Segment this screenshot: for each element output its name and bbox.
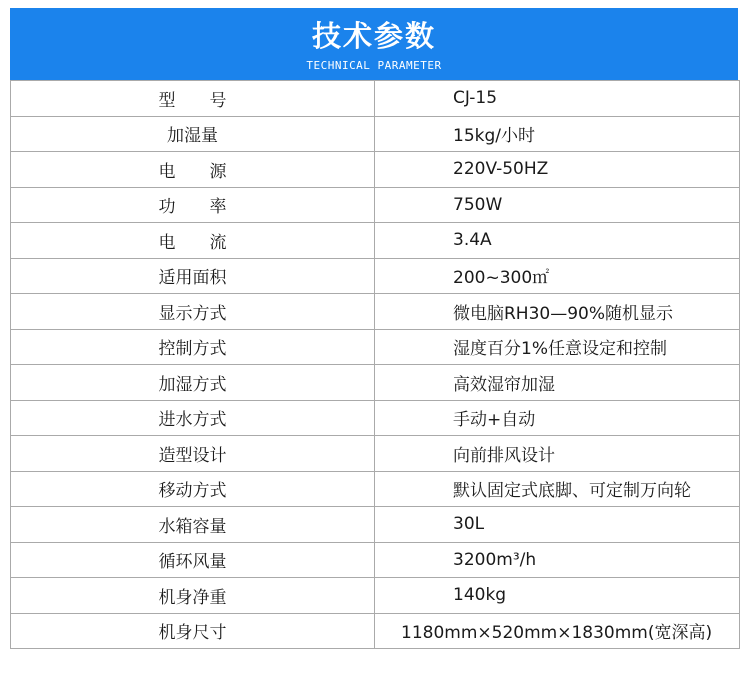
row-label: 造型设计 (11, 436, 375, 472)
row-value: 750W (375, 187, 740, 223)
row-label: 控制方式 (11, 329, 375, 365)
row-label: 加湿量 (11, 116, 375, 152)
row-value: 默认固定式底脚、可定制万向轮 (375, 471, 740, 507)
parameter-table (10, 80, 740, 649)
table-row (11, 578, 740, 614)
row-label: 移动方式 (11, 471, 375, 507)
row-label: 循环风量 (11, 542, 375, 578)
row-value: 向前排风设计 (375, 436, 740, 472)
table-row (11, 542, 740, 578)
table-row (11, 116, 740, 152)
table-row (11, 81, 740, 117)
row-value: 1180mm×520mm×1830mm(宽深高) (375, 613, 740, 649)
table-row (11, 223, 740, 259)
row-label: 机身尺寸 (11, 613, 375, 649)
row-label: 型 号 (11, 81, 375, 117)
table-row (11, 471, 740, 507)
row-value: 200~300㎡ (375, 258, 740, 294)
table-row (11, 613, 740, 649)
table-row (11, 329, 740, 365)
row-label: 电 源 (11, 152, 375, 188)
row-value: 高效湿帘加湿 (375, 365, 740, 401)
page-title: 技术参数 (311, 19, 436, 53)
row-label: 进水方式 (11, 400, 375, 436)
row-value: 微电脑RH30—90%随机显示 (375, 294, 740, 330)
table-row (11, 152, 740, 188)
table-row (11, 400, 740, 436)
row-value: 手动+自动 (375, 400, 740, 436)
row-label: 水箱容量 (11, 507, 375, 543)
row-value: CJ-15 (375, 81, 740, 117)
page-subtitle: TECHNICAL PARAMETER (306, 59, 442, 72)
table-row (11, 436, 740, 472)
row-value: 140kg (375, 578, 740, 614)
row-value: 湿度百分1%任意设定和控制 (375, 329, 740, 365)
row-value: 220V-50HZ (375, 152, 740, 188)
table-row (11, 187, 740, 223)
row-value: 15kg/小时 (375, 116, 740, 152)
row-value: 3200m³/h (375, 542, 740, 578)
table-row (11, 294, 740, 330)
row-label: 电 流 (11, 223, 375, 259)
table-row (11, 365, 740, 401)
table-row (11, 507, 740, 543)
row-label: 机身净重 (11, 578, 375, 614)
row-label: 加湿方式 (11, 365, 375, 401)
row-value: 30L (375, 507, 740, 543)
header-banner (10, 8, 738, 80)
row-label: 功 率 (11, 187, 375, 223)
row-value: 3.4A (375, 223, 740, 259)
row-label: 适用面积 (11, 258, 375, 294)
table-row (11, 258, 740, 294)
row-label: 显示方式 (11, 294, 375, 330)
